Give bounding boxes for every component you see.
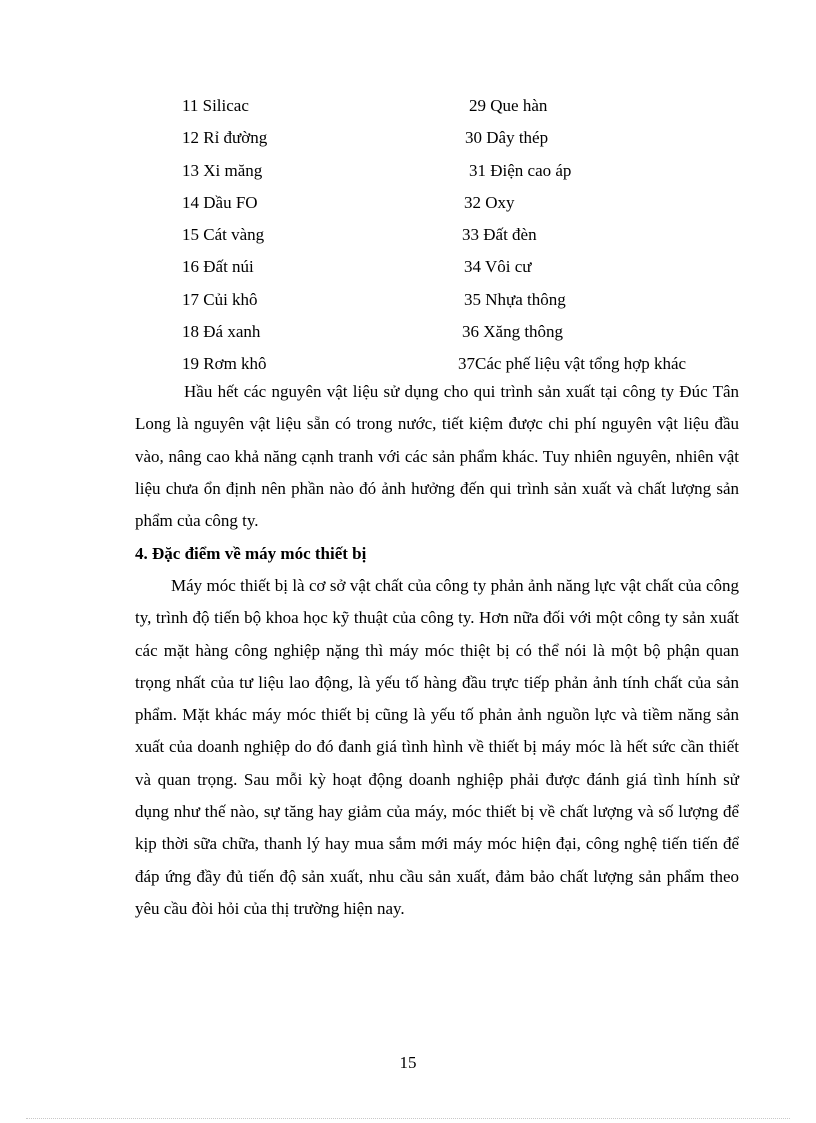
material-item-right: 35 Nhựa thông xyxy=(464,289,566,309)
material-item-right: 34 Vôi cư xyxy=(464,257,532,277)
materials-row xyxy=(182,287,742,319)
material-item-left: 13 Xi măng xyxy=(182,160,263,180)
materials-row xyxy=(182,254,742,286)
material-item-right: 29 Que hàn xyxy=(469,96,548,115)
materials-row xyxy=(182,222,742,254)
material-item-left: 12 Rỉ đường xyxy=(182,128,268,148)
material-item-left: 14 Dầu FO xyxy=(182,192,258,212)
material-item-right: 33 Đất đèn xyxy=(462,225,537,245)
material-item-left: 17 Củi khô xyxy=(182,289,258,309)
material-item-right: 36 Xăng thông xyxy=(462,322,564,342)
material-item-left: 11 Silicac xyxy=(182,96,249,115)
material-item-right: 30 Dây thép xyxy=(465,128,549,148)
paragraph-equipment: Máy móc thiết bị là cơ sở vật chất của công ty phản ảnh năng lực vật chất của công ty, trình độ tiến bộ khoa học kỹ thuật của công ty. Hơn nữa đối với một công ty sản xuất các mặt hàng công nghiệp nặng thì máy móc thiệt bị có thể nói là một bộ phận quan trọng nhất của tư liệu lao động, là yếu tố hàng đầu trực tiếp phản ảnh tính chất của sản phẩm. Mặt khác máy móc thiết bị cũng là yếu tố phản ảnh nguồn lực và tiềm năng sản xuất của doanh nghiệp do đó đanh giá tình hình về thiết bị máy móc là hết sức cần thiết và quan trọng. Sau mỗi kỳ hoạt động doanh nghiệp phải được đánh giá tình hính sử dụng như thế nào, sự tăng hay giảm của máy, móc thiết bị về chất lượng và số lượng để kịp thời sữa chữa, thanh lý hay mua sắm mới máy móc hiện đại, công nghệ tiến tiến để đáp ứng đầy đủ tiến độ sản xuất, nhu cầu sản xuất, đảm bảo chất lượng sản phẩm theo yêu cầu đòi hỏi của thị trường hiện nay. xyxy=(135,576,739,918)
material-item-left: 15 Cát vàng xyxy=(182,225,265,245)
paragraph-materials-summary: Hầu hết các nguyên vật liệu sử dụng cho qui trình sản xuất tại công ty Đúc Tân Long là nguyên vật liệu sẵn có trong nước, tiết kiệm được chi phí nguyên vật liệu đầu vào, nâng cao khả năng cạnh tranh với các sản phẩm khác. Tuy nhiên nguyên, nhiên vật liệu chưa ổn định nên phần nào đó ảnh hưởng đến qui trình sản xuất và chất lượng sản phẩm của công ty. xyxy=(135,382,739,531)
material-item-left: 18 Đá xanh xyxy=(182,322,261,342)
material-item-left: 16 Đất núi xyxy=(182,257,254,277)
materials-row xyxy=(182,93,742,125)
materials-row xyxy=(182,125,742,157)
material-item-right: 37Các phế liệu vật tổng hợp khác xyxy=(458,354,687,374)
page-bottom-divider xyxy=(26,1118,790,1119)
material-item-left: 19 Rơm khô xyxy=(182,354,267,374)
materials-row xyxy=(182,158,742,190)
materials-row xyxy=(182,319,742,351)
materials-list xyxy=(182,93,742,384)
section-heading: 4. Đặc điểm về máy móc thiết bị xyxy=(135,544,367,563)
material-item-right: 31 Điện cao áp xyxy=(469,160,572,180)
material-item-right: 32 Oxy xyxy=(464,192,515,212)
page-number: 15 xyxy=(399,1053,417,1072)
materials-row xyxy=(182,190,742,222)
